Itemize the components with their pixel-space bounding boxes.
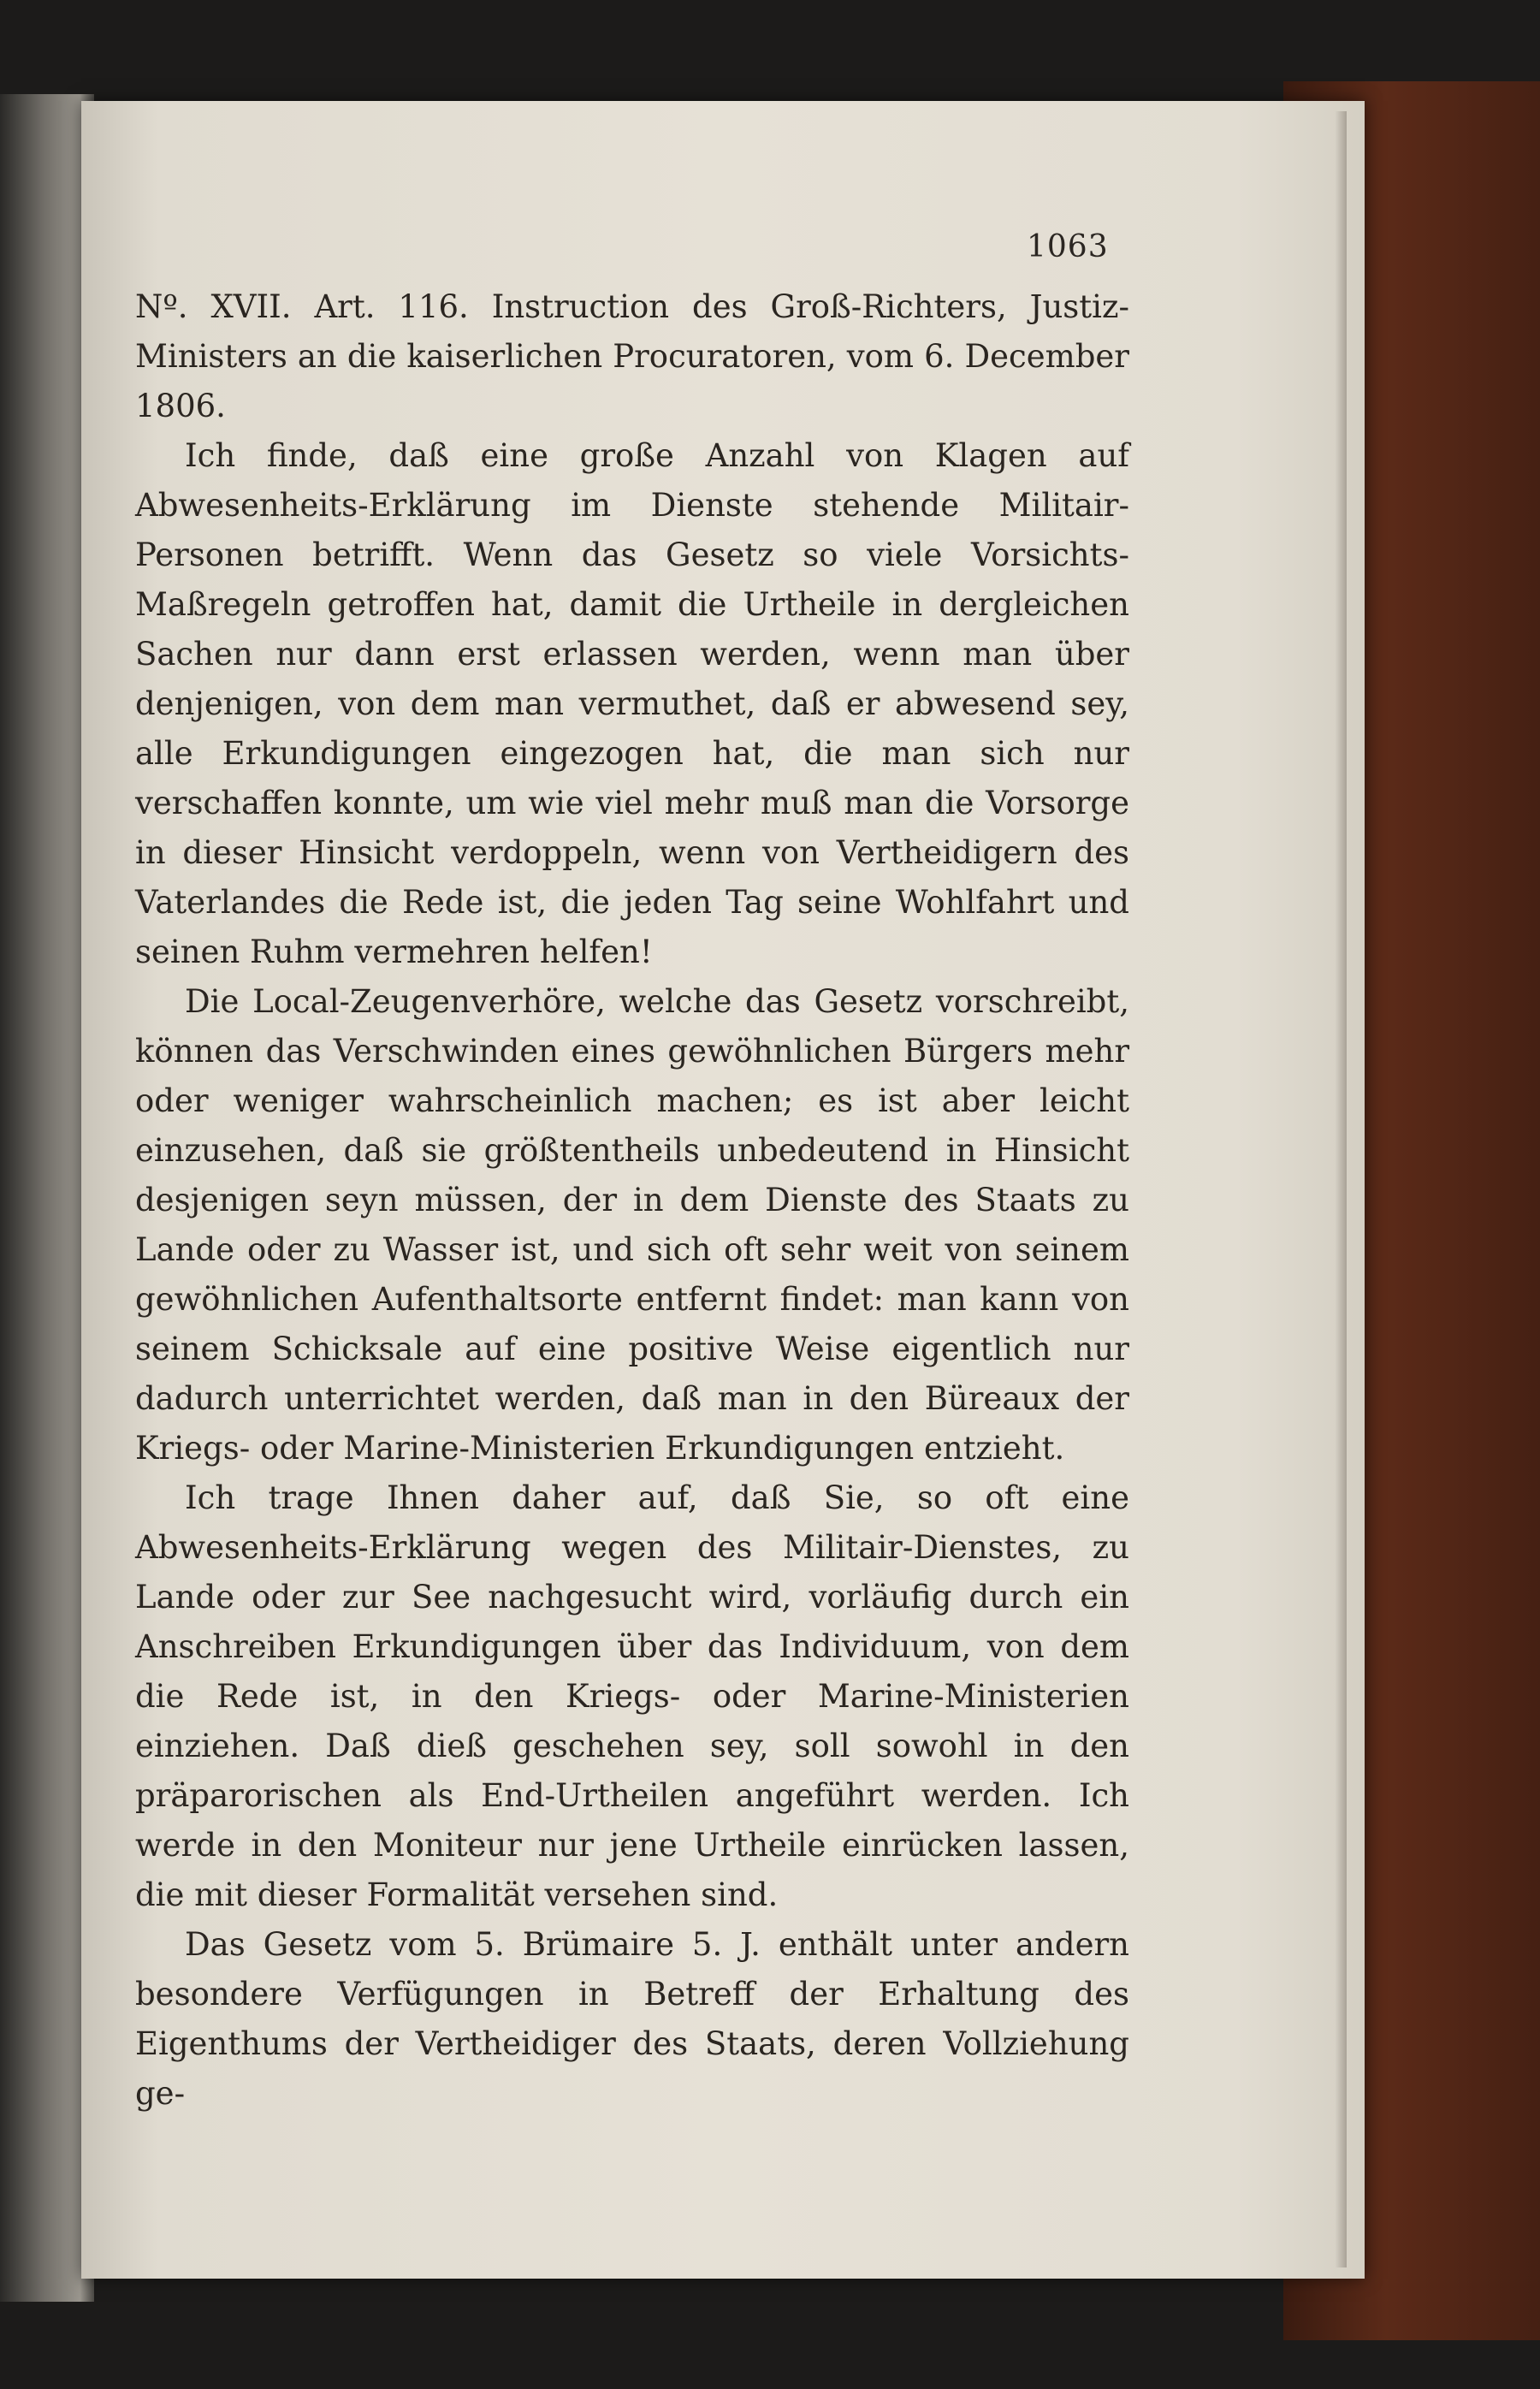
- section-heading: Nº. XVII. Art. 116. Instruction des Groß-Richters, Justiz-Ministers an die kaiserlichen Procuratoren, vom 6. December 1806.: [135, 288, 1129, 424]
- facing-page-edge: [0, 94, 94, 2302]
- paragraph: Das Gesetz vom 5. Brümaire 5. J. enthält unter andern besondere Verfügungen in Betreff der Erhaltung des Eigenthums der Vertheidiger des Staats, deren Vollziehung ge-: [135, 1926, 1129, 2112]
- page-text: [135, 282, 1129, 2119]
- page-edge-shadow: [1335, 111, 1347, 2267]
- paragraph: Ich trage Ihnen daher auf, daß Sie, so oft eine Abwesenheits-Erklärung wegen des Militair-Dienstes, zu Lande oder zur See nachgesucht wird, vorläufig durch ein Anschreiben Erkundigungen über das Individuum, von dem die Rede ist, in den Kriegs- oder Marine-Ministerien einziehen. Daß dieß geschehen sey, soll sowohl in den präparorischen als End-Urtheilen angeführt werden. Ich werde in den Moniteur nur jene Urtheile einrücken lassen, die mit dieser Formalität versehen sind.: [135, 1479, 1129, 1913]
- page-number: 1063: [1027, 229, 1109, 264]
- paragraph: Ich finde, daß eine große Anzahl von Klagen auf Abwesenheits-Erklärung im Dienste stehende Militair-Personen betrifft. Wenn das Gesetz so viele Vorsichts-Maßregeln getroffen hat, damit die Urtheile in dergleichen Sachen nur dann erst erlassen werden, wenn man über denjenigen, von dem man vermuthet, daß er abwesend sey, alle Erkundigungen eingezogen hat, die man sich nur verschaffen konnte, um wie viel mehr muß man die Vorsorge in dieser Hinsicht verdoppeln, wenn von Vertheidigern des Vaterlandes die Rede ist, die jeden Tag seine Wohlfahrt und seinen Ruhm vermehren helfen!: [135, 437, 1129, 970]
- paragraph: Die Local-Zeugenverhöre, welche das Gesetz vorschreibt, können das Verschwinden eines gewöhnlichen Bürgers mehr oder weniger wahrscheinlich machen; es ist aber leicht einzusehen, daß sie größtentheils unbedeutend in Hinsicht desjenigen seyn müssen, der in dem Dienste des Staats zu Lande oder zu Wasser ist, und sich oft sehr weit von seinem gewöhnlichen Aufenthaltsorte entfernt findet: man kann von seinem Schicksale auf eine positive Weise eigentlich nur dadurch unterrichtet werden, daß man in den Büreaux der Kriegs- oder Marine-Ministerien Erkundigungen entzieht.: [135, 983, 1129, 1467]
